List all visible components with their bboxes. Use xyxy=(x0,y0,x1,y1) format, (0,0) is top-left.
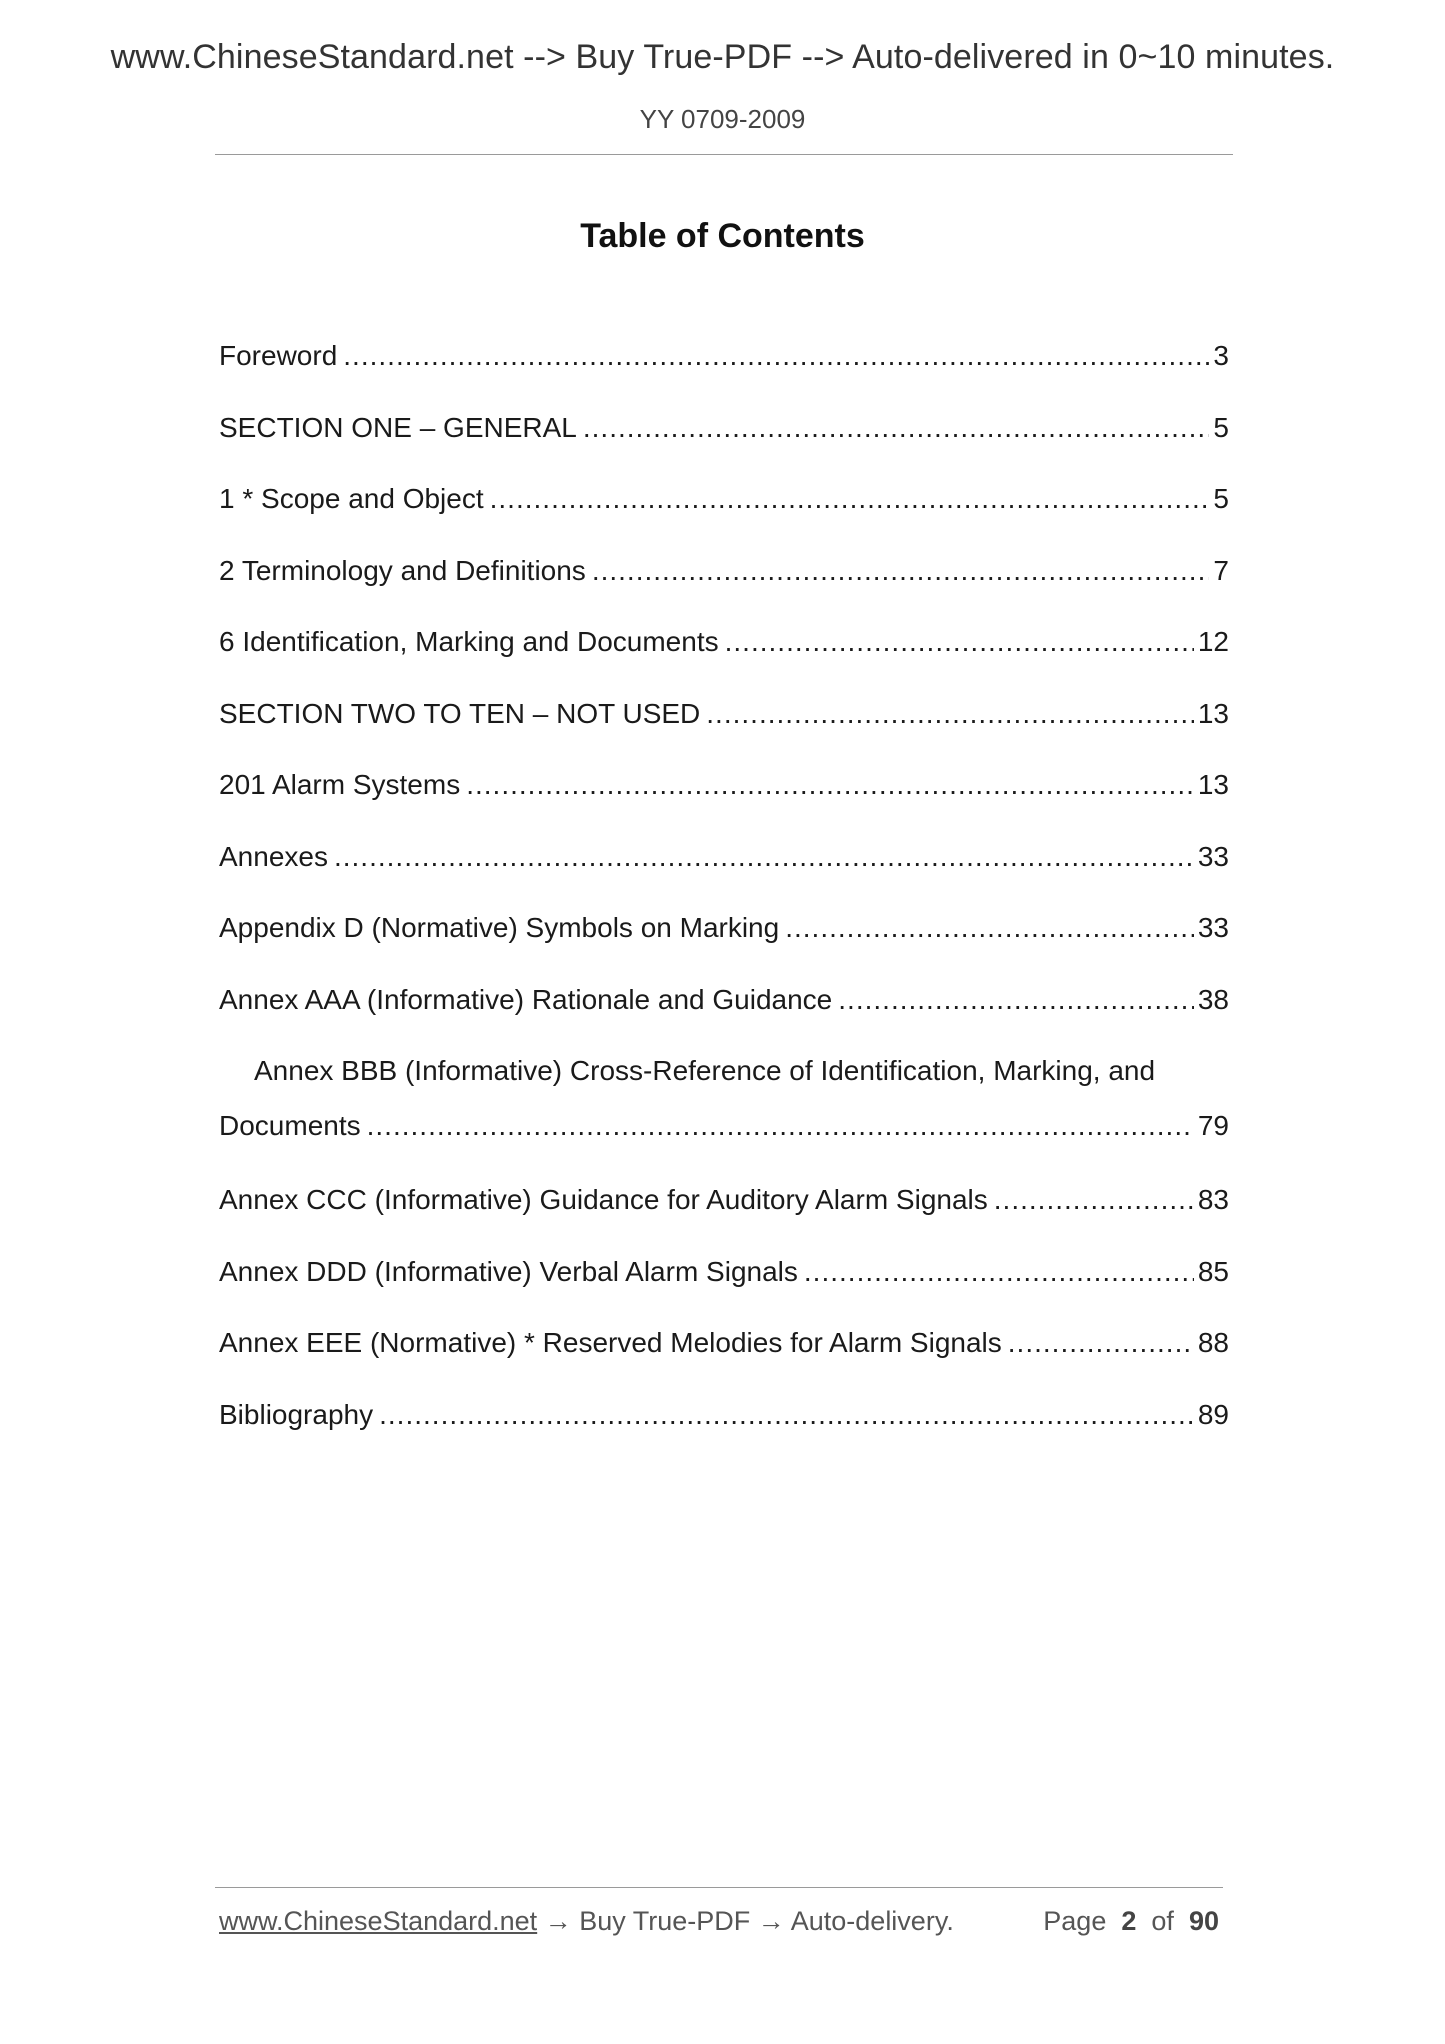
dot-leader xyxy=(490,479,1210,519)
toc-entry-page: 88 xyxy=(1197,1327,1229,1358)
dot-leader xyxy=(466,765,1194,805)
dot-leader xyxy=(1008,1323,1194,1363)
toc-entry-page: 13 xyxy=(1197,769,1229,800)
header-divider xyxy=(215,154,1233,155)
page-footer xyxy=(219,1906,1219,1937)
toc-entry-label-line1: Annex BBB (Informative) Cross-Reference of Identification, Marking, and xyxy=(254,1055,1156,1086)
toc-entry-page: 3 xyxy=(1213,340,1229,371)
footer-site-link[interactable]: www.ChineseStandard.net xyxy=(219,1906,538,1936)
toc-entry-annexes[interactable] xyxy=(219,837,1229,909)
toc-entry-page: 7 xyxy=(1213,554,1229,586)
dot-leader xyxy=(706,694,1194,734)
toc-entry-page: 79 xyxy=(1197,1110,1229,1141)
toc-entry-page: 89 xyxy=(1197,1398,1229,1430)
dot-leader xyxy=(334,837,1194,877)
dot-leader xyxy=(343,336,1209,376)
total-pages: 90 xyxy=(1188,1906,1219,1936)
toc-entry-page: 13 xyxy=(1197,697,1229,729)
dot-leader xyxy=(804,1252,1194,1292)
dot-leader xyxy=(785,908,1194,948)
current-page: 2 xyxy=(1121,1906,1137,1936)
toc-entry-annex-aaa[interactable] xyxy=(219,980,1229,1052)
toc-entry-page: 83 xyxy=(1197,1184,1229,1215)
toc-entry-annex-ccc[interactable] xyxy=(219,1180,1229,1252)
toc-entry-page: 5 xyxy=(1213,483,1229,514)
toc-entry-label: Annexes xyxy=(219,840,328,872)
page-number xyxy=(1043,1906,1219,1937)
toc-entry-label-line2: Documents xyxy=(219,1110,361,1141)
toc-entry-label: SECTION ONE – GENERAL xyxy=(219,411,577,443)
toc-entry-label: SECTION TWO TO TEN – NOT USED xyxy=(219,697,701,729)
toc-entry-label: 1 * Scope and Object xyxy=(219,483,484,514)
toc-entry-label: Annex EEE (Normative) * Reserved Melodies for Alarm Signals xyxy=(219,1327,1002,1358)
toc-title: Table of Contents xyxy=(580,217,865,255)
toc-entry-label: 6 Identification, Marking and Documents xyxy=(219,626,719,657)
toc-entry-appendix-d[interactable] xyxy=(219,908,1229,980)
toc-entry-identification[interactable] xyxy=(219,622,1229,694)
toc-entry-bibliography[interactable] xyxy=(219,1395,1229,1467)
toc-entry-page: 33 xyxy=(1197,840,1229,872)
toc-entry-alarm-systems[interactable] xyxy=(219,765,1229,837)
toc-entry-label: Bibliography xyxy=(219,1398,374,1430)
toc-entry-annex-ddd[interactable] xyxy=(219,1252,1229,1324)
toc-entry-label: Appendix D (Normative) Symbols on Marking xyxy=(219,912,780,943)
toc-entry-section-two-to-ten[interactable] xyxy=(219,694,1229,766)
toc-entry-annex-eee[interactable] xyxy=(219,1323,1229,1395)
page-word: Page xyxy=(1043,1906,1107,1936)
toc-entry-label: Annex DDD (Informative) Verbal Alarm Signals xyxy=(219,1255,798,1287)
site-banner: www.ChineseStandard.net --> Buy True-PDF --> Auto-delivered in 0~10 minutes. xyxy=(110,38,1335,76)
toc-entry-label: 201 Alarm Systems xyxy=(219,769,461,800)
toc-entry-page: 5 xyxy=(1213,411,1229,443)
toc-entry-scope[interactable] xyxy=(219,479,1229,551)
document-code: YY 0709-2009 xyxy=(639,104,806,134)
toc-entry-label: 2 Terminology and Definitions xyxy=(219,554,586,586)
toc-entry-label: Annex CCC (Informative) Guidance for Auditory Alarm Signals xyxy=(219,1184,988,1215)
dot-leader xyxy=(367,1106,1194,1146)
footer-divider xyxy=(215,1887,1223,1888)
toc-entry-page: 33 xyxy=(1197,912,1229,943)
toc-entry-section-one[interactable] xyxy=(219,408,1229,480)
dot-leader xyxy=(994,1180,1194,1220)
dot-leader xyxy=(379,1395,1194,1435)
toc-entry-label: Foreword xyxy=(219,340,338,371)
toc-entry-terminology[interactable] xyxy=(219,551,1229,623)
toc-entry-foreword[interactable] xyxy=(219,336,1229,408)
dot-leader xyxy=(583,408,1210,448)
toc-entry-page: 12 xyxy=(1197,626,1229,657)
page-of-word: of xyxy=(1151,1906,1174,1936)
table-of-contents xyxy=(219,336,1229,1466)
dot-leader xyxy=(838,980,1194,1020)
toc-entry-page: 38 xyxy=(1197,983,1229,1015)
footer-tagline: → Buy True-PDF → Auto-delivery. xyxy=(537,1906,954,1936)
dot-leader xyxy=(592,551,1210,591)
toc-entry-label: Annex AAA (Informative) Rationale and Guidance xyxy=(219,983,833,1015)
toc-entry-page: 85 xyxy=(1197,1255,1229,1287)
dot-leader xyxy=(725,622,1194,662)
toc-entry-annex-bbb[interactable] xyxy=(219,1051,1229,1180)
